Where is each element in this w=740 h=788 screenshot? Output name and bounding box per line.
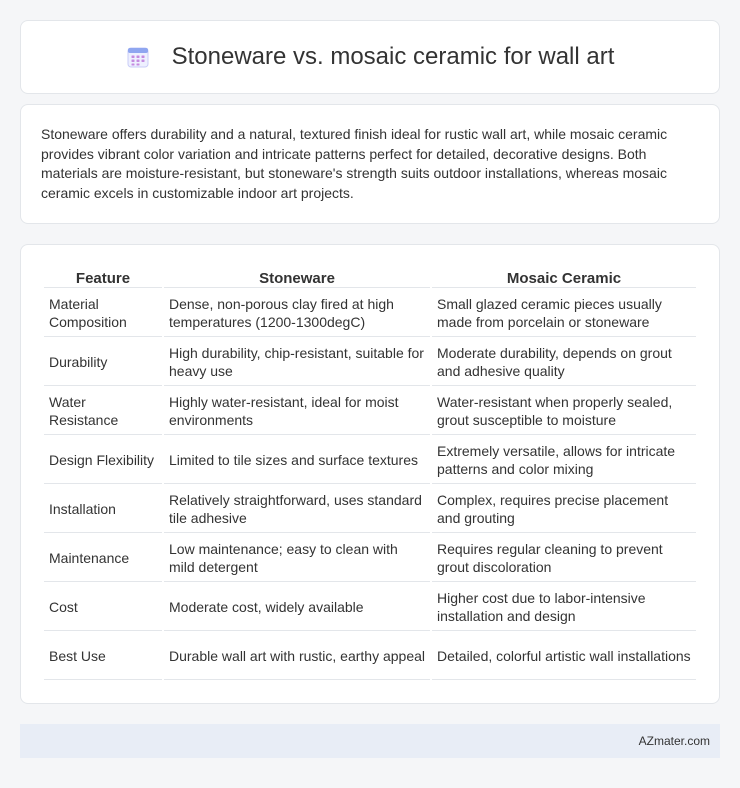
table-row xyxy=(44,437,696,484)
mosaic-cell: Small glazed ceramic pieces usually made from porcelain or stoneware xyxy=(432,290,696,337)
table-row xyxy=(44,388,696,435)
table-row xyxy=(44,584,696,631)
footer-brand: AZmater.com xyxy=(638,734,710,748)
title-row xyxy=(126,43,615,71)
header-stoneware: Stoneware xyxy=(164,267,430,288)
table-header-row xyxy=(44,267,696,288)
table-row xyxy=(44,486,696,533)
stoneware-cell: Durable wall art with rustic, earthy appeal xyxy=(164,633,430,680)
table-row xyxy=(44,633,696,680)
stoneware-cell: Limited to tile sizes and surface textures xyxy=(164,437,430,484)
intro-text: Stoneware offers durability and a natural, textured finish ideal for rustic wall art, while mosaic ceramic provides vibrant color variation and intricate patterns perfect for detailed, decorative designs. Both materials are moisture-resistant, but stoneware's strength suits outdoor installations, whereas mosaic ceramic excels in customizable indoor art projects. xyxy=(41,126,668,201)
table-row xyxy=(44,535,696,582)
title-card xyxy=(20,20,720,94)
mosaic-cell: Requires regular cleaning to prevent grout discoloration xyxy=(432,535,696,582)
stoneware-cell: Relatively straightforward, uses standard tile adhesive xyxy=(164,486,430,533)
mosaic-cell: Moderate durability, depends on grout and adhesive quality xyxy=(432,339,696,386)
mosaic-cell: Water-resistant when properly sealed, grout susceptible to moisture xyxy=(432,388,696,435)
stoneware-cell: Low maintenance; easy to clean with mild detergent xyxy=(164,535,430,582)
header-mosaic-ceramic: Mosaic Ceramic xyxy=(432,267,696,288)
feature-cell: Design Flexibility xyxy=(44,437,162,484)
mosaic-cell: Higher cost due to labor-intensive installation and design xyxy=(432,584,696,631)
mosaic-cell: Detailed, colorful artistic wall installations xyxy=(432,633,696,680)
feature-cell: Installation xyxy=(44,486,162,533)
footer xyxy=(20,724,720,758)
page-title: Stoneware vs. mosaic ceramic for wall art xyxy=(171,43,615,70)
stoneware-cell: Dense, non-porous clay fired at high temperatures (1200-1300degC) xyxy=(164,290,430,337)
feature-cell: Material Composition xyxy=(44,290,162,337)
feature-cell: Maintenance xyxy=(44,535,162,582)
feature-cell: Water Resistance xyxy=(44,388,162,435)
stoneware-cell: Moderate cost, widely available xyxy=(164,584,430,631)
header-feature: Feature xyxy=(44,267,162,288)
mosaic-cell: Complex, requires precise placement and grouting xyxy=(432,486,696,533)
comparison-card xyxy=(20,244,720,704)
feature-cell: Cost xyxy=(44,584,162,631)
table-row xyxy=(44,339,696,386)
calendar-icon xyxy=(126,45,150,69)
feature-cell: Durability xyxy=(44,339,162,386)
mosaic-cell: Extremely versatile, allows for intricate patterns and color mixing xyxy=(432,437,696,484)
stoneware-cell: Highly water-resistant, ideal for moist environments xyxy=(164,388,430,435)
stoneware-cell: High durability, chip-resistant, suitable for heavy use xyxy=(164,339,430,386)
table-row xyxy=(44,290,696,337)
intro-card xyxy=(20,104,720,224)
comparison-table xyxy=(42,265,698,682)
feature-cell: Best Use xyxy=(44,633,162,680)
